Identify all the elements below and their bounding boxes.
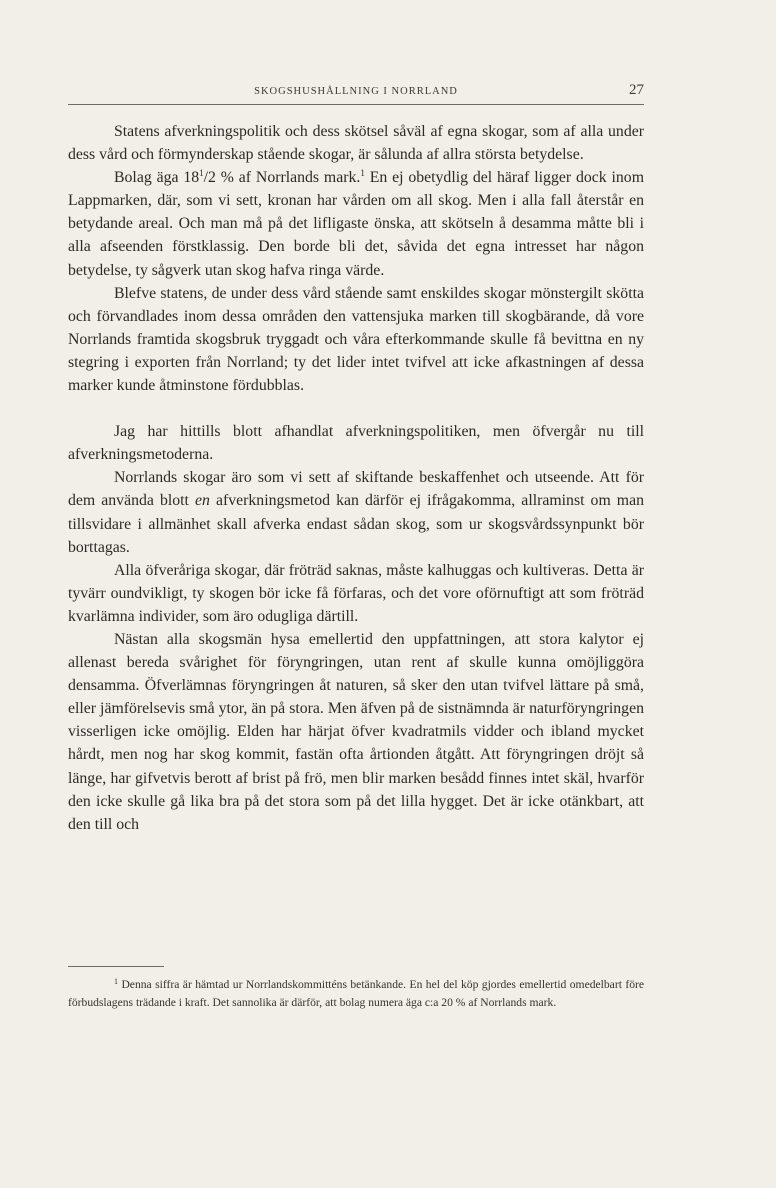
footnote-text: Denna siffra är hämtad ur Norrlandskommitténs betänkande. En hel del köp gjordes emellertid omedelbart före förbudslagens trädande i kraft. Det sannolika är därför, att bolag numera äga c:a 20 % af Norrlands mark. [68,978,645,1009]
paragraph-text: Alla öfveråriga skogar, där fröträd saknas, måste kalhuggas och kultiveras. Detta är tyvärr oundvikligt, ty skogen bör icke få förfaras, och det vore oförnuftigt att som fröträd kvarlämna individer, som äro odugliga därtill. [68,561,644,625]
fraction-numerator: 1 [199,168,204,179]
paragraph-text: Statens afverkningspolitik och dess skötsel såväl af egna skogar, som af alla under dess vård och förmynderskap stående skogar, är sålunda af allra största betydelse. [68,123,644,164]
paragraph [68,282,644,397]
paragraph [68,559,644,628]
paragraph-text: Bolag äga 18 [114,169,200,187]
paragraph [68,628,644,836]
page-header [68,82,644,104]
paragraph [68,466,644,558]
running-head: SKOGSHUSHÅLLNING I NORRLAND [254,86,458,97]
paragraph-text: Nästan alla skogsmän hysa emellertid den uppfattningen, att stora kalytor ej allenast bereda svårighet för föryngringen, utan rent af skulle kunna omöjliggöra densamma. Öfverlämnas föryngringen åt naturen, så sker den utan tvifvel lättare på små, eller jämförelsevis små ytor, än på stora. Men äfven på de sistnämnda är naturföryngringen visserligen icke omöjlig. Elden har härjat öfver kvadratmils vidder och ibland mycket hårdt, men nog har skog kommit, fastän ofta årtionden åtgått. Att föryngringen dröjt så länge, har gifvetvis berott af brist på frö, men blir marken besådd finnes intet skäl, hvarför den icke skulle gå lika bra på det stora som på det lilla hygget. Det är icke otänkbart, att den till och [68,630,644,833]
paragraph [68,166,644,281]
emphasis-text: en [194,492,210,510]
body-text [68,120,644,836]
footnote [68,976,644,1011]
paragraph-text: Norrlands skogar äro som vi sett af skiftande beskaffenhet och utseende. Att för dem använda blott [68,469,644,510]
paragraph-text: Blefve statens, de under dess vård stående samt enskildes skogar mönstergilt skötta och förvandlades inom dessa områden den vattensjuka marken till skogbärande, då vore Norrlands framtida skogsbruk tryggadt och våra efterkommande skulle få bevittna en ny stegring i exporten från Norrland; ty det lider intet tvifvel att icke afkastningen af dessa marker kunde åtminstone fördubblas. [68,284,644,395]
page-number: 27 [629,82,644,98]
paragraph [68,120,644,166]
paragraph [68,420,644,466]
footnote-reference: 1 [360,168,365,179]
paragraph-text: Jag har hittills blott afhandlat afverkningspolitiken, men öfvergår nu till afverkningsmetoderna. [68,423,644,464]
paragraph-text: /2 % af Norrlands mark. [203,169,361,187]
paragraph-text: afverkningsmetod kan därför ej ifrågakomma, allraminst om man tillsvidare i allmänhet skall afverka endast sådan skog, som ur skogsvårdssynpunkt bör borttagas. [68,492,644,556]
footnote-marker: 1 [114,977,118,986]
paragraph-text: En ej obetydlig del häraf ligger dock inom Lappmarken, där, som vi sett, kronan har vården om all skog. Men i alla fall återstår en betydande areal. Och man må på det lifligaste önska, att skötseln å desamma måtte bli i alla afseenden förstklassig. Den borde bli det, såvida det egna intresset har någon betydelse, ty sågverk utan skog hafva ringa värde. [68,169,644,279]
header-rule [68,104,644,105]
footnote-rule [68,966,164,967]
